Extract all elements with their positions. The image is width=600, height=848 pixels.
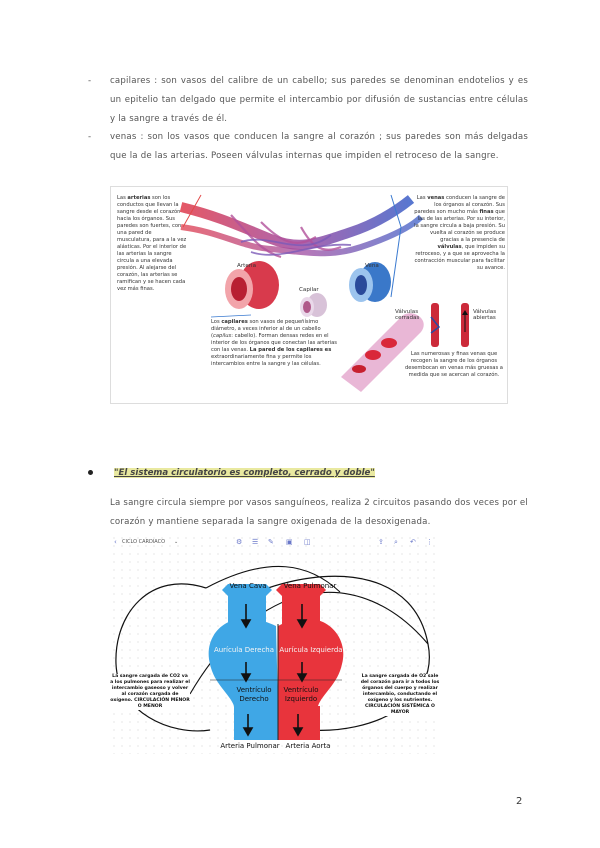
heading-bullet	[88, 470, 93, 475]
label-valvulas-cerradas: Válvulas cerradas	[395, 309, 420, 321]
capillary-illustration	[300, 293, 327, 317]
toolbar-title: CICLO CARDIACO	[122, 539, 166, 545]
page-number: 2	[516, 796, 523, 807]
list-dash: -	[88, 132, 92, 142]
list-dash: -	[88, 76, 92, 86]
label-arteria-pulmonar: Arteria Pulmonar	[220, 742, 280, 750]
settings-icon[interactable]: ⚙	[236, 538, 243, 546]
list-item-venas	[88, 128, 528, 184]
open-valves-illustration	[461, 303, 469, 347]
share-icon[interactable]: ⇪	[378, 538, 384, 546]
list-icon[interactable]: ☰	[252, 538, 259, 546]
heading-text: "El sistema circulatorio es completo, cerrado y doble"	[114, 468, 375, 478]
note-circulacion-mayor: La sangre cargada de O2 sale del corazón para ir a todos los órganos del cuerpo y realizar intercambio, conductando el oxígeno y los nutrientes. CIRCULACIÓN SISTÉMICA O MAYOR	[360, 674, 440, 715]
chevron-down-icon[interactable]: ⌄	[174, 539, 179, 545]
list-item-capilares	[88, 72, 528, 128]
section-heading	[88, 464, 528, 484]
note-circulacion-menor: La sangre cargada de CO2 va a los pulmones para realizar el intercambio gaseoso y volver al corazón cargada de oxígeno. CIRCULACIÓN MENOR O MENOR	[110, 674, 190, 709]
label-valvulas-abiertas: Válvulas abiertas	[473, 309, 497, 321]
right-heart-illustration	[209, 584, 278, 740]
heart-diagram	[110, 534, 440, 754]
label-capilar: Capilar	[299, 287, 319, 293]
circulation-paragraph: La sangre circula siempre por vasos sanguíneos, realiza 2 circuitos pasando dos veces por el corazón y mantiene separada la sangre oxigenada de la desoxigenada.	[110, 498, 528, 527]
label-vena: Vena	[365, 263, 379, 269]
search-icon[interactable]: ⌕	[394, 538, 398, 546]
left-heart-illustration	[276, 584, 343, 740]
label-ventriculo-derecho: Ventrículo Derecho	[236, 686, 272, 703]
capilares-description: Los capilares son vasos de pequeñísimo diámetro, a veces inferior al de un cabello (capilus: cabello). Forman densas redes en el interior de los órganos que conectan las arterias con las venas. La pared de los capilares es extraordinariamente fina y permite los intercambios entre la sangre y las células.	[211, 319, 337, 367]
list-text-venas: venas : son los vasos que conducen la sangre al corazón ; sus paredes son más delgadas que la de las arterias. Poseen válvulas internas que impiden el retroceso de la sangre.	[110, 132, 528, 161]
shape-icon[interactable]: ◫	[304, 538, 311, 546]
arterias-description: Las arterias son los conductos que llevan la sangre desde el corazón hacia los órganos. Sus paredes son fuertes, con una pared de musculatura, para a la vez alásticas. Por el interior de las arterias la sangre circula a una elevada presión. Al alejarse del corazón, las arterias se ramifican y se hacen cada vez más finas.	[117, 195, 187, 292]
label-auricula-izquierda: Aurícula Izquierda	[279, 646, 343, 654]
back-icon[interactable]: ‹	[114, 538, 117, 546]
label-vena-pulmonar: Vena Pulmonar	[283, 582, 337, 590]
blood-vessels-figure	[110, 186, 508, 404]
image-icon[interactable]: ▣	[286, 538, 293, 546]
list-text-capilares: capilares : son vasos del calibre de un cabello; sus paredes se denominan endotelios y es un epitelio tan delgado que permite el intercambio por difusión de sustancias entre células y la sangre a través de él.	[110, 76, 528, 124]
venas-note: Las numerosas y finas venas que recogen la sangre de los órganos desembocan en venas más gruesas a medida que se acercan al corazón.	[405, 351, 503, 378]
label-vena-cava: Vena Cava	[229, 582, 267, 590]
closed-valves-illustration	[431, 303, 439, 347]
label-arteria-aorta: Arteria Aorta	[285, 742, 331, 750]
undo-icon[interactable]: ↶	[410, 538, 416, 546]
label-arteria: Arteria	[237, 263, 257, 269]
heart-diagram-drawing	[110, 534, 440, 754]
label-ventriculo-izquierdo: Ventrículo Izquierdo	[283, 686, 319, 703]
label-auricula-derecha: Aurícula Derecha	[213, 646, 275, 654]
pen-icon[interactable]: ✎	[268, 538, 274, 546]
more-icon[interactable]: ⋮	[426, 538, 433, 546]
venas-description: Las venas conducen la sangre de los órganos al corazón. Sus paredes son mucho más finas que las de las arterias. Por su interior, la sangre circula a baja presión. Su vuelta al corazón se produce gracias a la presencia de válvulas, que impiden su retroceso, y a que se aprovecha la contracción muscular para facilitar su avance.	[414, 195, 505, 271]
